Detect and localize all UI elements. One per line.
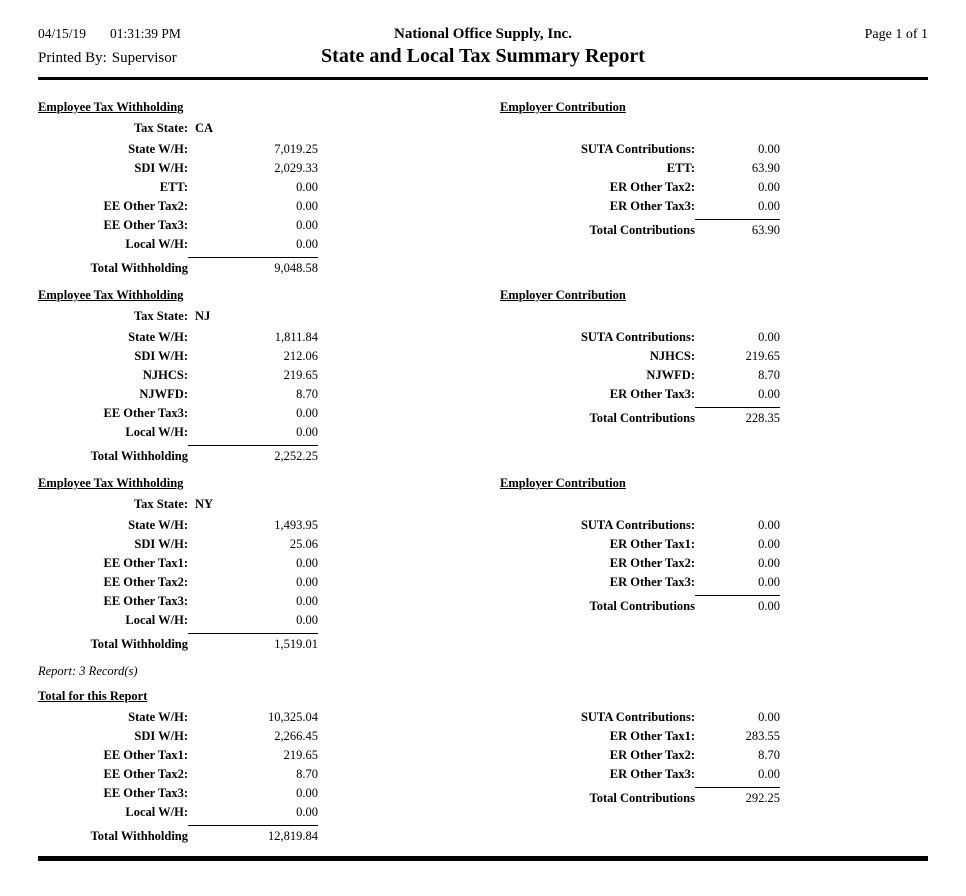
tax-row: [500, 575, 928, 594]
tax-row-label: State W/H:: [128, 330, 188, 344]
tax-row-value: 0.00: [296, 218, 318, 232]
report-title: State and Local Tax Summary Report: [321, 45, 645, 67]
tax-row-value: 0.00: [758, 767, 780, 781]
tax-summary-section: [38, 476, 928, 652]
total-contributions-row: [500, 787, 928, 806]
employer-contribution-column: [500, 121, 928, 238]
tax-row: [500, 161, 928, 180]
total-contributions-value: 63.90: [695, 219, 780, 238]
total-contributions-row: [500, 219, 928, 238]
tax-state-row: [38, 121, 500, 142]
tax-row: [500, 387, 928, 406]
tax-row-label: NJHCS:: [142, 368, 188, 382]
total-withholding-value: 12,819.84: [188, 825, 318, 844]
tax-row: [500, 729, 928, 748]
tax-row-label: ER Other Tax1:: [609, 729, 695, 743]
report-time: 01:31:39 PM: [110, 26, 181, 41]
tax-row-label: NJWFD:: [139, 387, 188, 401]
section-headings: [38, 476, 928, 491]
printed-by-value: Supervisor: [111, 50, 177, 66]
tax-row: [38, 710, 500, 729]
tax-row-value: 0.00: [296, 594, 318, 608]
tax-row: [500, 199, 928, 218]
tax-row: [38, 218, 500, 237]
tax-row-value: 8.70: [758, 748, 780, 762]
tax-row: [38, 199, 500, 218]
contribution-rows: [500, 330, 928, 406]
tax-row-label: SUTA Contributions:: [580, 710, 695, 724]
tax-row-value: 1,811.84: [274, 330, 318, 344]
tax-row-value: 283.55: [745, 729, 780, 743]
report-header-row1: [38, 26, 928, 43]
tax-row: [38, 161, 500, 180]
withholding-rows: [38, 518, 500, 632]
tax-row: [38, 330, 500, 349]
tax-row-label: EE Other Tax1:: [103, 748, 188, 762]
tax-row-label: SUTA Contributions:: [580, 330, 695, 344]
report-total-section: [38, 689, 928, 844]
tax-row: [500, 368, 928, 387]
tax-row-label: NJHCS:: [649, 349, 695, 363]
tax-row-value: 0.00: [296, 180, 318, 194]
tax-row-value: 0.00: [296, 575, 318, 589]
section-left-heading: Employee Tax Withholding: [38, 100, 184, 114]
tax-row: [38, 406, 500, 425]
tax-row-value: 0.00: [758, 575, 780, 589]
total-withholding-row: [38, 257, 500, 276]
tax-row-label: EE Other Tax2:: [103, 575, 188, 589]
total-contributions-value: 228.35: [695, 407, 780, 426]
section-body: [38, 497, 928, 652]
tax-row: [38, 748, 500, 767]
tax-summary-section: [38, 100, 928, 276]
section-right-heading: Employer Contribution: [500, 288, 626, 302]
employee-withholding-column: [38, 497, 500, 652]
tax-row-value: 0.00: [758, 556, 780, 570]
tax-row-value: 219.65: [745, 349, 780, 363]
tax-row-value: 219.65: [283, 368, 318, 382]
tax-row-label: EE Other Tax2:: [103, 199, 188, 213]
tax-row-label: Local W/H:: [125, 425, 188, 439]
tax-row: [38, 556, 500, 575]
tax-row-value: 10,325.04: [268, 710, 318, 724]
contribution-rows: [500, 518, 928, 594]
total-contributions-label: Total Contributions: [589, 791, 695, 805]
tax-state-value: NY: [195, 497, 214, 511]
tax-row-value: 212.06: [283, 349, 318, 363]
section-body: [38, 121, 928, 276]
tax-row-value: 0.00: [758, 180, 780, 194]
tax-row-value: 0.00: [758, 537, 780, 551]
tax-row-label: EE Other Tax3:: [103, 594, 188, 608]
total-contributions-value: 292.25: [695, 787, 780, 806]
tax-row: [500, 537, 928, 556]
total-withholding-label: Total Withholding: [90, 449, 188, 463]
tax-summary-section: [38, 689, 928, 844]
total-contributions-row: [500, 407, 928, 426]
tax-row-label: ER Other Tax3:: [609, 387, 695, 401]
company-name: National Office Supply, Inc.: [394, 26, 572, 42]
total-withholding-label: Total Withholding: [90, 637, 188, 651]
tax-row-label: ER Other Tax3:: [609, 767, 695, 781]
tax-row-label: ER Other Tax2:: [609, 556, 695, 570]
tax-row: [38, 575, 500, 594]
tax-row-label: ER Other Tax3:: [609, 575, 695, 589]
tax-row-value: 0.00: [296, 556, 318, 570]
section-headings: [38, 288, 928, 303]
employer-contribution-column: [500, 710, 928, 806]
section-body: [38, 309, 928, 464]
tax-row: [500, 330, 928, 349]
tax-row-value: 0.00: [296, 613, 318, 627]
tax-row-label: Local W/H:: [125, 805, 188, 819]
section-left-heading: Employee Tax Withholding: [38, 288, 184, 302]
tax-summary-section: [38, 288, 928, 464]
section-left-heading: Total for this Report: [38, 689, 148, 703]
printed-by: [38, 50, 321, 67]
tax-row-value: 0.00: [296, 406, 318, 420]
tax-row-value: 0.00: [296, 805, 318, 819]
tax-row: [38, 767, 500, 786]
tax-row-label: ER Other Tax2:: [609, 748, 695, 762]
tax-state-label: Tax State:: [133, 309, 188, 323]
tax-row-value: 8.70: [296, 767, 318, 781]
total-withholding-row: [38, 445, 500, 464]
tax-row-label: Local W/H:: [125, 237, 188, 251]
tax-row-label: SUTA Contributions:: [580, 518, 695, 532]
tax-row: [38, 613, 500, 632]
tax-row-value: 0.00: [758, 142, 780, 156]
total-withholding-value: 1,519.01: [188, 633, 318, 652]
tax-row-value: 0.00: [296, 237, 318, 251]
tax-row-label: EE Other Tax1:: [103, 556, 188, 570]
tax-row-value: 0.00: [758, 199, 780, 213]
withholding-rows: [38, 330, 500, 444]
section-right-heading: Employer Contribution: [500, 476, 626, 490]
contribution-rows: [500, 710, 928, 786]
tax-row: [38, 518, 500, 537]
tax-row-label: ER Other Tax1:: [609, 537, 695, 551]
tax-row: [500, 710, 928, 729]
tax-row-label: SDI W/H:: [134, 161, 188, 175]
report-datetime: [38, 26, 394, 42]
tax-row: [500, 767, 928, 786]
tax-row-label: State W/H:: [128, 710, 188, 724]
tax-row-value: 1,493.95: [274, 518, 318, 532]
report-date: 04/15/19: [38, 26, 87, 41]
tax-row-label: State W/H:: [128, 518, 188, 532]
employer-contribution-column: [500, 497, 928, 614]
tax-row: [500, 180, 928, 199]
page-number: Page 1 of 1: [864, 27, 928, 42]
tax-row-value: 25.06: [289, 537, 318, 551]
tax-row: [38, 349, 500, 368]
tax-row-value: 0.00: [296, 425, 318, 439]
tax-row: [38, 180, 500, 199]
tax-row-value: 8.70: [296, 387, 318, 401]
tax-row-value: 63.90: [751, 161, 780, 175]
employee-withholding-column: [38, 309, 500, 464]
tax-state-row: [38, 497, 500, 518]
tax-row-value: 0.00: [758, 330, 780, 344]
section-right-heading: Employer Contribution: [500, 100, 626, 114]
tax-row-label: NJWFD:: [646, 368, 695, 382]
tax-state-value: CA: [195, 121, 214, 135]
total-withholding-label: Total Withholding: [90, 829, 188, 843]
tax-row: [500, 556, 928, 575]
total-withholding-row: [38, 825, 500, 844]
employee-withholding-column: [38, 121, 500, 276]
section-right-heading: [500, 689, 928, 704]
total-withholding-value: 2,252.25: [188, 445, 318, 464]
tax-row-label: EE Other Tax3:: [103, 406, 188, 420]
tax-row: [500, 518, 928, 537]
tax-row: [38, 368, 500, 387]
withholding-rows: [38, 142, 500, 256]
employer-contribution-column: [500, 309, 928, 426]
tax-row-label: SDI W/H:: [134, 349, 188, 363]
tax-state-value: NJ: [195, 309, 211, 323]
tax-row-label: ER Other Tax3:: [609, 199, 695, 213]
footer-rule: [38, 856, 928, 861]
section-left-heading: Employee Tax Withholding: [38, 476, 184, 490]
tax-row-value: 219.65: [283, 748, 318, 762]
total-withholding-row: [38, 633, 500, 652]
record-count-note: Report: 3 Record(s): [38, 664, 138, 678]
tax-row: [500, 748, 928, 767]
tax-row: [38, 142, 500, 161]
tax-row: [38, 425, 500, 444]
total-contributions-label: Total Contributions: [589, 223, 695, 237]
withholding-rows: [38, 710, 500, 824]
tax-row: [500, 349, 928, 368]
tax-row-value: 8.70: [758, 368, 780, 382]
tax-state-label: Tax State:: [133, 121, 188, 135]
section-body: [38, 710, 928, 844]
state-sections: [38, 100, 928, 652]
tax-row-label: EE Other Tax3:: [103, 218, 188, 232]
tax-state-row: [38, 309, 500, 330]
total-contributions-row: [500, 595, 928, 614]
tax-row: [38, 729, 500, 748]
tax-row: [38, 537, 500, 556]
total-withholding-label: Total Withholding: [90, 261, 188, 275]
tax-row-label: ETT:: [159, 180, 188, 194]
tax-row-value: 2,266.45: [274, 729, 318, 743]
tax-row: [38, 387, 500, 406]
section-headings: [38, 100, 928, 115]
header-rule: [38, 77, 928, 80]
tax-row-value: 0.00: [296, 786, 318, 800]
contribution-rows: [500, 142, 928, 218]
tax-row: [38, 786, 500, 805]
tax-row-label: ER Other Tax2:: [609, 180, 695, 194]
section-headings: [38, 689, 928, 704]
tax-row-value: 0.00: [758, 518, 780, 532]
tax-row-value: 7,019.25: [274, 142, 318, 156]
printed-by-label: Printed By:: [38, 50, 107, 66]
tax-row: [38, 237, 500, 256]
tax-row-label: SUTA Contributions:: [580, 142, 695, 156]
report-header-row2: [38, 45, 928, 68]
total-withholding-value: 9,048.58: [188, 257, 318, 276]
tax-state-label: Tax State:: [133, 497, 188, 511]
tax-row-label: Local W/H:: [125, 613, 188, 627]
tax-row-value: 0.00: [758, 710, 780, 724]
employee-withholding-column: [38, 710, 500, 844]
tax-row-value: 0.00: [296, 199, 318, 213]
tax-row-label: SDI W/H:: [134, 729, 188, 743]
tax-row-label: EE Other Tax2:: [103, 767, 188, 781]
tax-row-value: 0.00: [758, 387, 780, 401]
tax-row: [500, 142, 928, 161]
tax-row-value: 2,029.33: [274, 161, 318, 175]
tax-row: [38, 805, 500, 824]
tax-row-label: SDI W/H:: [134, 537, 188, 551]
tax-row: [38, 594, 500, 613]
tax-row-label: ETT:: [666, 161, 695, 175]
tax-row-label: State W/H:: [128, 142, 188, 156]
total-contributions-value: 0.00: [695, 595, 780, 614]
tax-row-label: EE Other Tax3:: [103, 786, 188, 800]
total-contributions-label: Total Contributions: [589, 599, 695, 613]
total-contributions-label: Total Contributions: [589, 411, 695, 425]
